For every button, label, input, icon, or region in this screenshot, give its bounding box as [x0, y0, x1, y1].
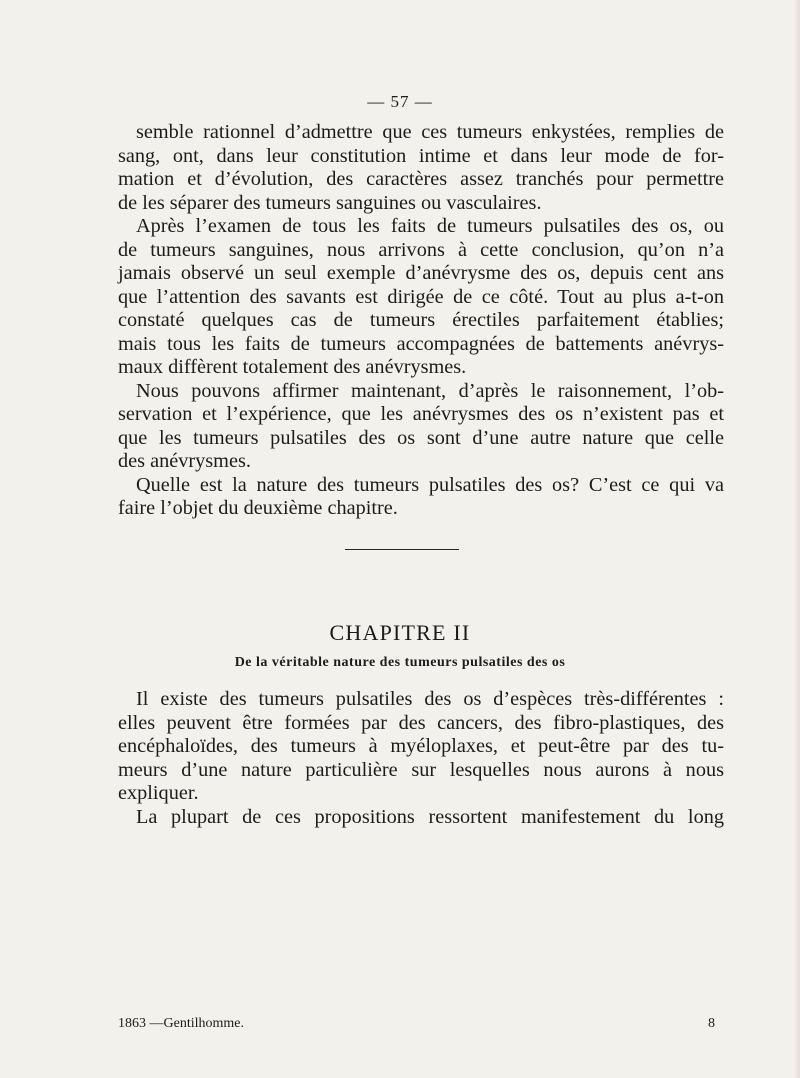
chapter-subtitle: De la véritable nature des tumeurs pulsatiles des os [234, 655, 566, 670]
text-line: Après l’examen de tous les faits de tumeurs pulsatiles des os, ou [136, 215, 724, 237]
page-number: — 57 — [367, 92, 433, 111]
text-line: faire l’objet du deuxième chapitre. [118, 497, 398, 519]
text-line: Quelle est la nature des tumeurs pulsatiles des os? C’est ce qui va [136, 473, 724, 496]
text-line: Nous pouvons affirmer maintenant, d’après le raisonnement, l’ob- [136, 379, 724, 402]
text-line: Il existe des tumeurs pulsatiles des os d’espèces très-différentes : [136, 688, 724, 710]
paragraph [118, 806, 724, 830]
text-line: meurs d’une nature particulière sur lesquelles nous aurons à nous [118, 758, 724, 781]
paragraph [118, 215, 724, 380]
paragraph [118, 688, 724, 806]
footer-sheet-number: 8 [708, 1016, 715, 1031]
text-line: de tumeurs sanguines, nous arrivons à cette conclusion, qu’on n’a [118, 238, 724, 261]
paragraph [118, 474, 724, 521]
section-separator [345, 549, 459, 550]
text-line: elles peuvent être formées par des cancers, des fibro-plastiques, des [118, 711, 724, 734]
footer-signature: 1863 —Gentilhomme. [118, 1016, 244, 1031]
text-line: des anévrysmes. [118, 450, 251, 472]
text-line: encéphaloïdes, des tumeurs à myéloplaxes, et peut-être par des tu- [118, 735, 724, 757]
text-block-after-chapter [118, 688, 724, 829]
text-line: mais tous les faits de tumeurs accompagnées de battements anévrys- [118, 332, 724, 355]
text-line: de les séparer des tumeurs sanguines ou vasculaires. [118, 191, 542, 214]
text-line: expliquer. [118, 782, 199, 804]
paragraph [118, 121, 724, 215]
chapter-heading: CHAPITRE II [329, 620, 471, 645]
text-line: sang, ont, dans leur constitution intime et dans leur mode de for- [118, 144, 724, 167]
page-edge [794, 0, 800, 1078]
text-line: constaté quelques cas de tumeurs érectiles parfaitement établies; [118, 309, 724, 331]
text-block-before-chapter [118, 121, 724, 521]
text-line: semble rationnel d’admettre que ces tumeurs enkystées, remplies de [136, 121, 724, 143]
text-line: La plupart de ces propositions ressortent manifestement du long [136, 805, 724, 828]
paragraph [118, 380, 724, 474]
text-line: que l’attention des savants est dirigée de ce côté. Tout au plus a-t-on [118, 285, 724, 308]
text-line: que les tumeurs pulsatiles des os sont d’une autre nature que celle [118, 426, 724, 449]
text-line: mation et d’évolution, des caractères assez tranchés pour permettre [118, 168, 724, 190]
text-line: maux diffèrent totalement des anévrysmes. [118, 356, 467, 378]
text-line: jamais observé un seul exemple d’anévrysme des os, depuis cent ans [118, 262, 724, 284]
text-line: servation et l’expérience, que les anévrysmes des os n’existent pas et [118, 403, 724, 425]
